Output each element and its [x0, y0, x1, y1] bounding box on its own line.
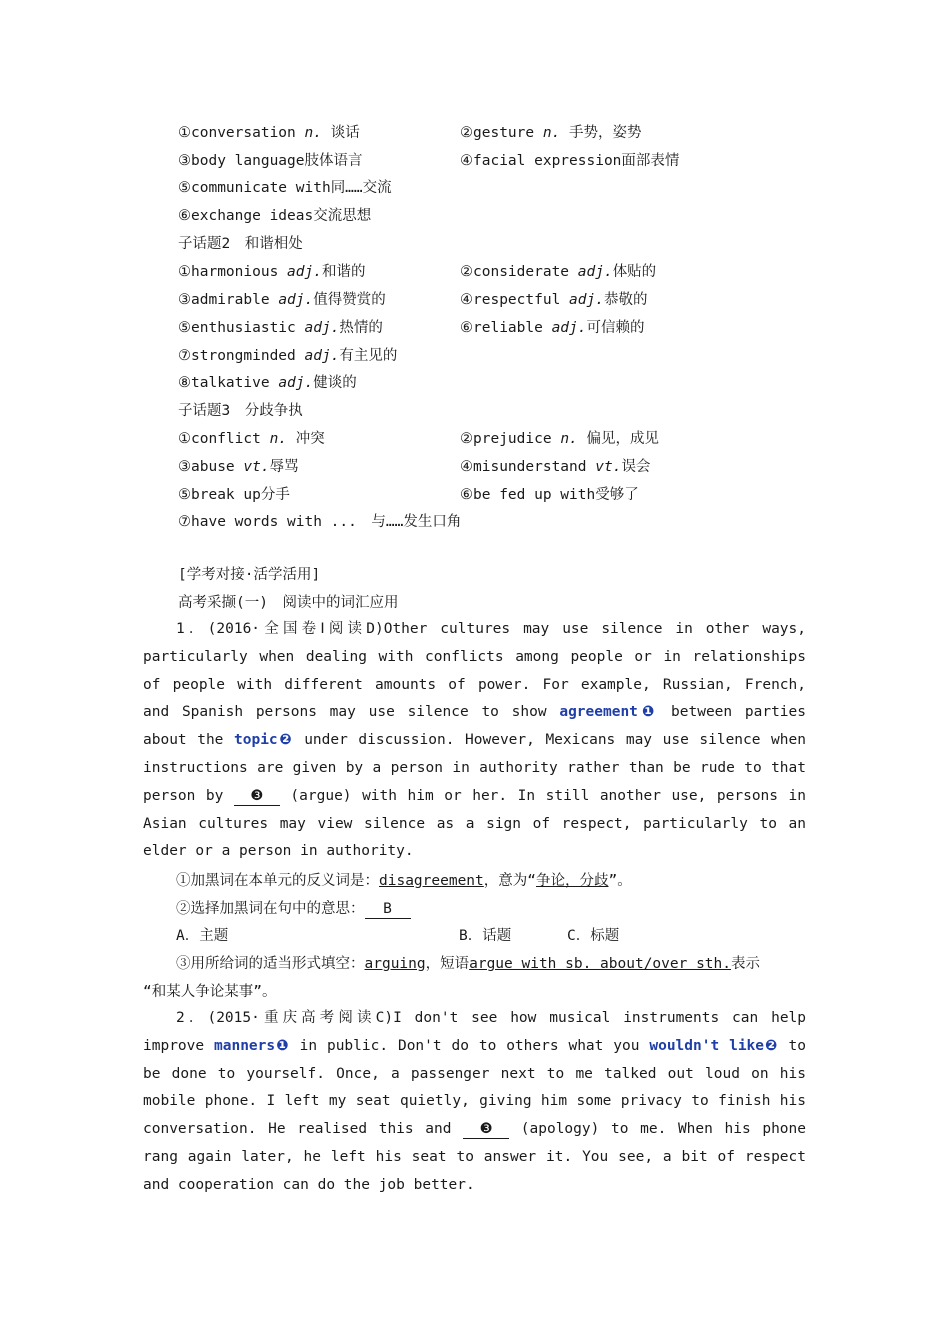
subtopic-heading: 子话题3 分歧争执 [178, 403, 303, 419]
vocab-item: ⑥exchange ideas交流思想 [178, 208, 372, 224]
vocab-item: ④facial expression面部表情 [460, 153, 680, 169]
answer-line-2: ②选择加黑词在句中的意思： B [176, 899, 411, 919]
vocab-item: ⑤enthusiastic adj.热情的 [178, 320, 383, 336]
option-b: B．话题 [459, 928, 512, 944]
section-subtitle: 高考采撷(一) 阅读中的词汇应用 [178, 595, 399, 611]
option-c: C．标题 [567, 928, 620, 944]
vocab-item: ⑤communicate with同……交流 [178, 180, 392, 196]
vocab-item: ③abuse vt.辱骂 [178, 459, 299, 475]
vocab-item: ③body language肢体语言 [178, 153, 363, 169]
question-number: 1． [176, 621, 208, 637]
keyword: agreement [559, 704, 638, 721]
fill-blank: ❸ [463, 1120, 509, 1139]
vocab-item: ⑧talkative adj.健谈的 [178, 375, 357, 391]
answer-line-1: ①加黑词在本单元的反义词是：disagreement，意为“争论，分歧”。 [176, 873, 632, 889]
vocab-item: ①conflict n. 冲突 [178, 431, 325, 447]
vocab-item: ①conversation n. 谈话 [178, 125, 360, 141]
question-2-passage: 2．(2015·重庆高考阅读C)I don't see how musical instruments can help improve manners❶ in public. Don't do to others what you wouldn't like❷ to be done to yourself. Once, a passenger next to me talked out loud on his mobile phone. I left my seat quietly, giving him some privacy to finish his conversation. He realised this and ❸ (apology) to me. When his phone rang again later, he left his seat to answer it. You see, a bit of respect and cooperation can do the job better. [143, 1010, 807, 1193]
vocab-item: ⑥reliable adj.可信赖的 [460, 320, 645, 336]
subtopic-heading: 子话题2 和谐相处 [178, 236, 303, 252]
vocab-item: ④misunderstand vt.误会 [460, 459, 651, 475]
vocab-item: ③admirable adj.值得赞赏的 [178, 292, 386, 308]
answer-blank: B [365, 900, 411, 919]
vocab-item: ⑦have words with ... 与……发生口角 [178, 514, 462, 530]
vocab-item: ④respectful adj.恭敬的 [460, 292, 648, 308]
section-title: [学考对接·活学活用] [178, 567, 321, 583]
answer-line-3: ③用所给词的适当形式填空：arguing，短语argue with sb. about/over sth.表示 [176, 956, 761, 972]
question-number: 2． [176, 1010, 208, 1026]
vocab-item: ①harmonious adj.和谐的 [178, 264, 366, 280]
keyword: wouldn't like [649, 1037, 765, 1054]
question-source: (2015·重庆高考阅读C) [207, 1010, 394, 1026]
fill-blank: ❸ [234, 787, 280, 806]
vocab-item: ②considerate adj.体贴的 [460, 264, 657, 280]
option-a: A．主题 [176, 928, 229, 944]
keyword: topic [234, 732, 278, 749]
keyword: manners [214, 1037, 276, 1054]
vocab-item: ②gesture n. 手势，姿势 [460, 125, 642, 141]
vocab-item: ⑥be fed up with受够了 [460, 487, 639, 503]
vocab-item: ⑤break up分手 [178, 487, 290, 503]
question-source: (2016·全国卷Ⅰ阅读D) [207, 621, 384, 637]
answer-line-3-cont: “和某人争论某事”。 [143, 984, 277, 1000]
vocab-item: ②prejudice n. 偏见，成见 [460, 431, 660, 447]
question-1-passage: 1．(2016·全国卷Ⅰ阅读D)Other cultures may use silence in other ways, particularly when dealing with conflicts among people or in relationships of people with different amounts of power. For example, Russian, French, and Spanish persons may use silence to show agreement❶ between parties about the topic❷ under discussion. However, Mexicans may use silence when instructions are given by a person in authority rather than be rude to that person by ❸ (argue) with him or her. In still another use, persons in Asian cultures may view silence as a sign of respect, particularly to an elder or a person in authority. [143, 621, 806, 860]
vocab-item: ⑦strongminded adj.有主见的 [178, 348, 398, 364]
